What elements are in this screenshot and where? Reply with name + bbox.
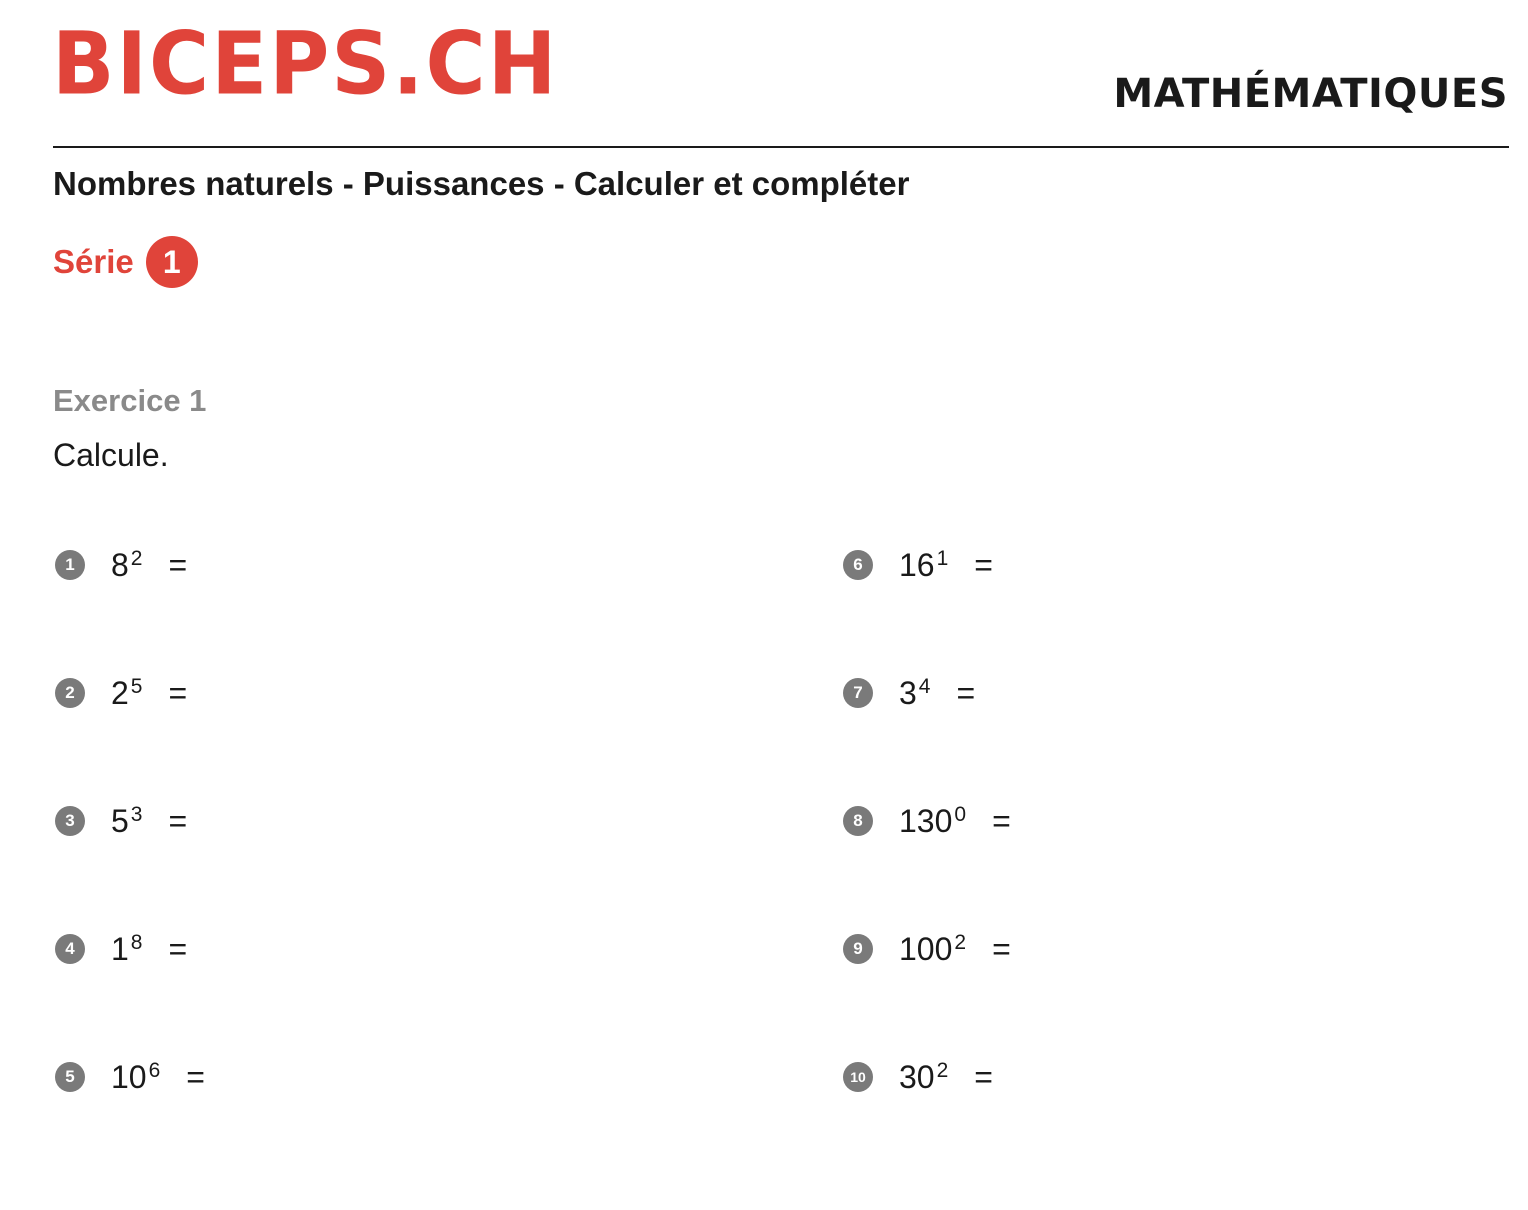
power-base: 10 — [111, 1058, 147, 1095]
power-base: 5 — [111, 802, 129, 839]
exercise-title: Exercice 1 — [53, 383, 207, 418]
item-number-badge: 6 — [843, 550, 873, 580]
serie-label: Série — [53, 243, 134, 280]
power-base: 100 — [899, 930, 953, 967]
equals-sign: = — [956, 674, 976, 711]
equals-sign: = — [992, 930, 1011, 967]
exercise-instruction: Calcule. — [53, 437, 169, 473]
power-base: 2 — [111, 674, 129, 711]
equals-sign: = — [974, 1058, 993, 1095]
item-number-badge: 2 — [55, 678, 85, 708]
power-exponent: 3 — [130, 803, 143, 826]
exercise-item-4 — [55, 924, 187, 974]
subject-heading: MATHÉMATIQUES — [1113, 71, 1508, 117]
serie-number-badge: 1 — [146, 236, 198, 288]
power-base: 16 — [899, 546, 935, 583]
brand-logo: BICEPS.CH — [52, 14, 559, 115]
equals-sign: = — [168, 930, 188, 967]
power-exponent: 2 — [954, 931, 967, 954]
equals-sign: = — [974, 546, 993, 583]
exercise-item-8 — [843, 796, 1011, 846]
exercise-item-9 — [843, 924, 1011, 974]
item-number-badge: 10 — [843, 1062, 873, 1092]
power-base: 3 — [899, 674, 917, 711]
exercise-item-10 — [843, 1052, 993, 1102]
exercise-item-1 — [55, 540, 187, 590]
equals-sign: = — [992, 802, 1011, 839]
header-divider — [53, 146, 1509, 148]
power-exponent: 4 — [918, 675, 931, 698]
item-number-badge: 8 — [843, 806, 873, 836]
power-exponent: 0 — [954, 803, 967, 826]
power-exponent: 2 — [130, 547, 143, 570]
equals-sign: = — [186, 1058, 205, 1095]
power-exponent: 1 — [936, 547, 949, 570]
item-number-badge: 5 — [55, 1062, 85, 1092]
equals-sign: = — [168, 802, 188, 839]
exercise-item-3 — [55, 796, 187, 846]
item-number-badge: 1 — [55, 550, 85, 580]
equals-sign: = — [168, 674, 188, 711]
item-number-badge: 4 — [55, 934, 85, 964]
equals-sign: = — [168, 546, 188, 583]
exercise-item-2 — [55, 668, 187, 718]
power-base: 30 — [899, 1058, 935, 1095]
power-exponent: 5 — [130, 675, 143, 698]
power-exponent: 8 — [130, 931, 143, 954]
page-title: Nombres naturels - Puissances - Calculer et compléter — [53, 165, 910, 202]
exercise-item-7 — [843, 668, 975, 718]
exercise-item-5 — [55, 1052, 205, 1102]
power-exponent: 6 — [148, 1059, 161, 1082]
power-exponent: 2 — [936, 1059, 949, 1082]
exercise-item-6 — [843, 540, 993, 590]
power-base: 8 — [111, 546, 129, 583]
item-number-badge: 7 — [843, 678, 873, 708]
item-number-badge: 3 — [55, 806, 85, 836]
power-base: 1 — [111, 930, 129, 967]
item-number-badge: 9 — [843, 934, 873, 964]
serie-indicator — [53, 236, 198, 288]
power-base: 130 — [899, 802, 953, 839]
